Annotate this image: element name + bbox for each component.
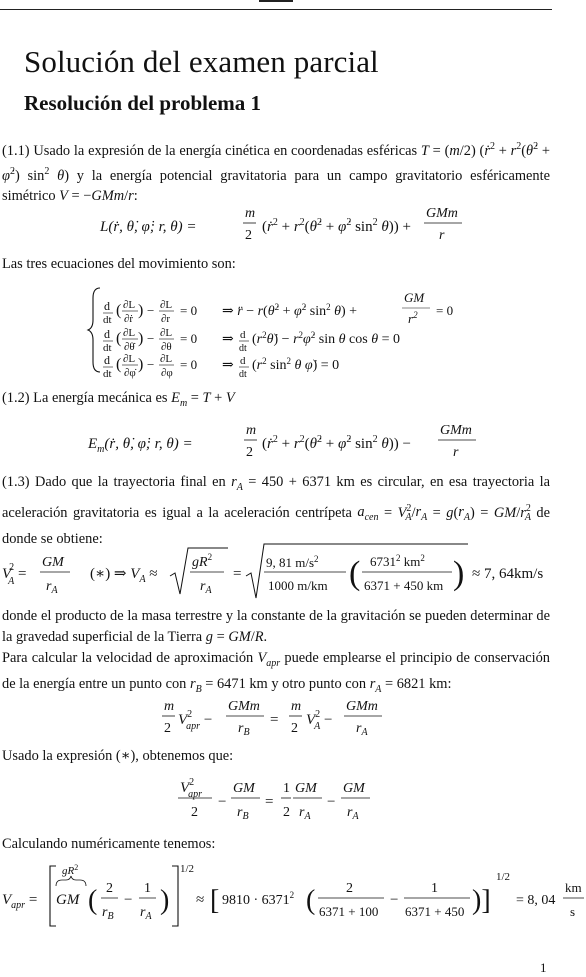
- paragraph-numeric: Calculando numéricamente tenemos:: [2, 836, 216, 852]
- paragraph-using-star: Usado la expresión (∗), obtenemos que:: [2, 748, 234, 764]
- svg-text:67312 km2: 6731$^2$ $km^2$: [370, 553, 425, 569]
- svg-text:(: (: [116, 330, 122, 347]
- svg-text:s: s: [570, 904, 576, 919]
- svg-text:2: 2: [191, 805, 198, 820]
- svg-text:gR2: $gR^2$: [62, 863, 79, 877]
- svg-text:m: m: [246, 423, 257, 438]
- svg-text:r2: $r^2$: [408, 310, 418, 326]
- svg-text:∂L: ∂L: [160, 353, 173, 365]
- svg-text:(r2θ̇) − r2φ̇2 sin θ cos θ = 0: $(r^2\thetȧ)$ − $r^2\varphi̇^2$ sin θ cos θ = 0: [252, 330, 400, 347]
- svg-text:∂φ̇: ∂φ̇: [124, 367, 136, 379]
- svg-text:[: [: [210, 885, 220, 916]
- page-number: 1: [540, 960, 547, 975]
- svg-text:= 0: = 0: [180, 357, 198, 372]
- svg-text:rA: $r_A$: [200, 579, 212, 596]
- svg-text:dt: dt: [103, 314, 112, 326]
- svg-text:dt: dt: [103, 368, 112, 380]
- svg-text:): ): [138, 330, 144, 347]
- equation-vapr-numeric: [0, 860, 586, 932]
- svg-text:m: m: [291, 699, 302, 714]
- svg-text:∂L: ∂L: [160, 299, 173, 311]
- svg-text:1: 1: [144, 881, 151, 896]
- svg-text:1: 1: [283, 781, 290, 796]
- svg-text:)]: )]: [472, 885, 491, 916]
- svg-text:∂r: ∂r: [161, 313, 171, 325]
- paragraph-1-2: (1.2) La energía mecánica es $E_m = T + V$: [2, 390, 235, 409]
- paragraph-eom-intro: Las tres ecuaciones del movimiento son:: [2, 256, 236, 272]
- svg-text:Vapr =: $V_{apr}$ =: [2, 892, 38, 911]
- svg-text:GM: GM: [56, 892, 80, 908]
- svg-text:rA: $r_A$: [347, 805, 359, 822]
- svg-text:6371 + 450: 6371 + 450: [405, 904, 465, 919]
- svg-text:∂L: ∂L: [123, 353, 136, 365]
- svg-text:(: (: [116, 302, 122, 319]
- svg-text:): ): [138, 302, 144, 319]
- svg-text:(: (: [349, 555, 361, 592]
- equation-va: [0, 540, 586, 600]
- equation-energy: [0, 420, 586, 464]
- svg-text:L(ṙ, θ̇, φ̇; r, θ) =: L(ṙ, θ̇, φ̇; r, θ) =: [100, 219, 197, 235]
- svg-text:∂θ̇: ∂θ̇: [124, 341, 135, 353]
- svg-text:∂ṙ: ∂ṙ: [124, 313, 134, 325]
- svg-text:(∗) ⇒ VA ≈: (∗) ⇒ $V_A$ ≈: [90, 566, 158, 585]
- svg-text:−: −: [390, 892, 399, 908]
- svg-text:=: =: [233, 566, 242, 582]
- svg-text:= 0: = 0: [180, 303, 198, 318]
- svg-text:(ṙ2 + r2(θ̇2 + φ̇2 sin2 θ)) +: (ṙ$^2$ + $r^2(\thetȧ^2$ + φ̇$^2$ $\sin^2 \theta$)) +: [262, 217, 411, 235]
- svg-text:−: −: [147, 331, 155, 346]
- svg-text:rA: $r_A$: [299, 805, 311, 822]
- svg-text:GMm: GMm: [228, 699, 260, 714]
- svg-text:m: m: [164, 699, 175, 714]
- svg-text:GMm: GMm: [440, 423, 472, 438]
- svg-text:⇒ r̈ − r(θ̇2 + φ̇2 sin2 θ) +: ⇒ r̈ − r(θ̇$^2$ + φ̇$^2$ $\sin^2 \theta$) +: [222, 302, 358, 319]
- svg-text:−: −: [147, 303, 155, 318]
- svg-text:m: m: [245, 206, 256, 221]
- svg-text:GM: GM: [343, 781, 365, 796]
- svg-text:2: 2: [246, 445, 253, 460]
- svg-text:=: =: [270, 712, 279, 728]
- svg-text:GMm: GMm: [426, 206, 458, 221]
- header-rule: [0, 9, 552, 10]
- svg-text:∂L: ∂L: [123, 327, 136, 339]
- svg-text:gR2: $gR^2$: [192, 552, 213, 570]
- svg-text:= 0: = 0: [436, 303, 454, 318]
- svg-text:V2apr: $V^2$ apr: [180, 777, 203, 800]
- svg-text:1/2: 1/2: [180, 863, 195, 875]
- svg-text:km: km: [565, 880, 582, 895]
- svg-text:⇒: ⇒: [222, 332, 234, 347]
- svg-text:dt: dt: [239, 369, 247, 380]
- svg-text:≈: ≈: [196, 892, 205, 908]
- svg-text:GM: GM: [404, 290, 425, 305]
- svg-text:2: 2: [245, 228, 252, 243]
- svg-text:V2A −: $V^2$ A −: [306, 709, 333, 732]
- svg-text:rB: $r_B$: [102, 905, 114, 922]
- svg-text:(: (: [306, 885, 316, 916]
- svg-text:9810 · 63712: $9810 \cdot 6371^2$: [222, 890, 295, 908]
- svg-text:d: d: [240, 329, 246, 341]
- svg-text:dt: dt: [239, 343, 247, 354]
- svg-text:2: 2: [164, 721, 171, 736]
- svg-text:−: −: [124, 892, 133, 908]
- svg-text:= 8, 04: = 8, 04: [516, 893, 556, 908]
- svg-text:r: r: [439, 228, 445, 243]
- section-title: Resolución del problema 1: [24, 91, 262, 115]
- svg-text:(: (: [116, 356, 122, 373]
- svg-text:r: r: [453, 445, 459, 460]
- svg-text:∂L: ∂L: [160, 327, 173, 339]
- svg-text:rB: $r_B$: [238, 721, 250, 738]
- svg-text:GM: GM: [233, 781, 255, 796]
- svg-text:): ): [138, 356, 144, 373]
- svg-text:(: (: [88, 885, 98, 916]
- svg-text:2: 2: [106, 881, 113, 896]
- svg-text:1/2: 1/2: [496, 871, 511, 883]
- svg-text:−: −: [327, 794, 336, 810]
- svg-text:dt: dt: [103, 342, 112, 354]
- paragraph-gm-note: donde el producto de la masa terrestre y la constante de la gravitación se pueden determinar de la gravedad superficial de la Tierra g = GM/R. Para calcular la velocidad de aproximación $V_{apr}$ puede emplearse el principio de conservación de la energía entre un punto con $r_B = 6471$ km y otro punto con $r_A = 6821$ km:: [2, 608, 550, 696]
- svg-text:∂φ: ∂φ: [161, 367, 173, 379]
- svg-text:2: 2: [291, 721, 298, 736]
- svg-text:rA: $r_A$: [140, 905, 152, 922]
- paragraph-1-1: (1.1) Usado la expresión de la energía cinética en coordenadas esféricas T = (m/2) (ṙ$^2$ + $r^2(\thetȧ^2$ + φ̇$^2$) $\sin^2 \theta$) y la energía potencial gravitatoria para un campo gravitatorio esféricamente simétrico V = −GMm/r:: [2, 141, 551, 205]
- svg-text:): ): [453, 555, 465, 592]
- svg-text:9, 81 m/s2: 9, 81 $m/s^2$: [266, 554, 319, 570]
- svg-text:∂θ: ∂θ: [161, 341, 172, 353]
- svg-text:): ): [160, 885, 170, 916]
- svg-text:GMm: GMm: [346, 699, 378, 714]
- equation-system-motion: [0, 280, 586, 380]
- svg-text:= 0: = 0: [180, 331, 198, 346]
- svg-text:GM: GM: [42, 555, 64, 570]
- svg-text:6371 + 100: 6371 + 100: [319, 904, 379, 919]
- chapter-title: Solución del examen parcial: [24, 44, 379, 79]
- svg-text:1000 m/km: 1000 m/km: [268, 578, 328, 593]
- header-mark: [259, 0, 293, 2]
- svg-text:(ṙ2 + r2(θ̇2 + φ̇2 sin2 θ)) −: (ṙ$^2$ + $r^2(\thetȧ^2$ + φ̇$^2$ $\sin^2 \theta$)) −: [262, 434, 411, 452]
- svg-text:d: d: [104, 299, 110, 313]
- svg-text:Em(ṙ, θ̇, φ̇; r, θ) =: $E_m(ṙ$, θ̇, φ̇; r, θ) =: [88, 436, 193, 455]
- svg-text:rA: $r_A$: [46, 579, 58, 596]
- svg-text:6371 + 450 km: 6371 + 450 km: [364, 578, 444, 593]
- svg-text:1: 1: [431, 881, 438, 896]
- svg-text:≈ 7, 64km/s: ≈ 7, 64km/s: [472, 566, 544, 582]
- svg-text:−: −: [218, 794, 227, 810]
- svg-text:rB: $r_B$: [237, 805, 249, 822]
- paragraph-1-3: (1.3) Dado que la trayectoria final en $r_A = 450 + 6371$ km es circular, en esa trayectoria la aceleración gravitatoria es igual a la aceleración centrípeta $a_{cen} = V^2_A/r_A = g(r_A) = GM/r^2_A$ de donde se obtiene:: [2, 474, 551, 548]
- svg-text:−: −: [147, 357, 155, 372]
- equation-vapr-squared: [0, 774, 586, 826]
- svg-text:2: 2: [283, 805, 290, 820]
- svg-text:V2A =: V2 A =: [2, 562, 27, 587]
- svg-text:∂L: ∂L: [123, 299, 136, 311]
- svg-text:2: 2: [346, 881, 353, 896]
- svg-text:d: d: [104, 353, 110, 367]
- svg-text:(r2 sin2 θ φ̇) = 0: ($r^2$ $\sin^2 \theta$ φ̇) = 0: [252, 356, 340, 373]
- svg-text:d: d: [104, 327, 110, 341]
- equation-energy-conservation: [0, 694, 586, 744]
- svg-text:rA: $r_A$: [356, 721, 368, 738]
- svg-text:=: =: [265, 794, 274, 810]
- equation-lagrangian: [0, 201, 586, 245]
- svg-text:GM: GM: [295, 781, 317, 796]
- svg-text:d: d: [240, 355, 246, 367]
- svg-text:V2apr −: $V^2$ apr −: [178, 709, 213, 732]
- svg-text:⇒: ⇒: [222, 358, 234, 373]
